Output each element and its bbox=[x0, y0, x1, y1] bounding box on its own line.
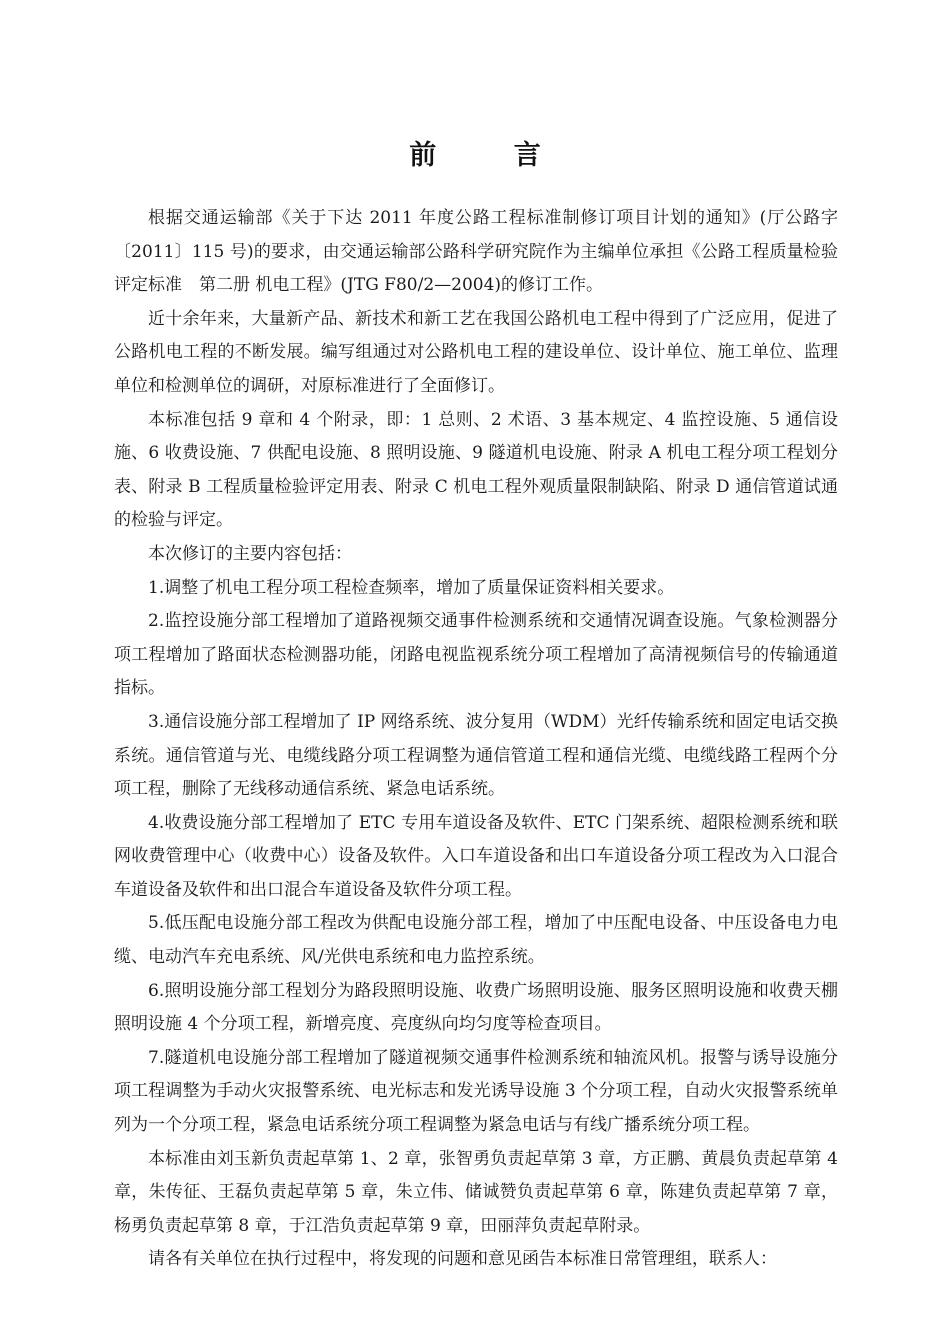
paragraph: 4.收费设施分部工程增加了 ETC 专用车道设备及软件、ETC 门架系统、超限检测系统和联网收费管理中心（收费中心）设备及软件。入口车道设备和出口车道设备分项工程改为入口混合车道设备及软件和出口混合车道设备及软件分项工程。 bbox=[114, 812, 838, 900]
paragraph: 3.通信设施分部工程增加了 IP 网络系统、波分复用（WDM）光纤传输系统和固定电话交换系统。通信管道与光、电缆线路分项工程调整为通信管道工程和通信光缆、电缆线路工程两个分项工程，删除了无线移动通信系统、紧急电话系统。 bbox=[114, 711, 838, 800]
paragraph: 本标准由刘玉新负责起草第 1、2 章，张智勇负责起草第 3 章，方正鹏、黄晨负责起草第 4 章，朱传征、王磊负责起草第 5 章，朱立伟、储诚赞负责起草第 6 章，陈建负责起草第 7 章，杨勇负责起草第 8 章，于江浩负责起草第 9 章，田丽萍负责起草附录。 bbox=[114, 1148, 838, 1236]
paragraph: 5.低压配电设施分部工程改为供配电设施分部工程，增加了中压配电设备、中压设备电力电缆、电动汽车充电系统、风/光供电系统和电力监控系统。 bbox=[114, 913, 838, 968]
paragraph: 7.隧道机电设施分部工程增加了隧道视频交通事件检测系统和轴流风机。报警与诱导设施分项工程调整为手动火灾报警系统、电光标志和发光诱导设施 3 个分项工程，自动火灾报警系统单列为一个分项工程，紧急电话系统分项工程调整为紧急电话与有线广播系统分项工程。 bbox=[114, 1047, 838, 1136]
preface-body bbox=[114, 202, 838, 1277]
page-title: 前 言 bbox=[409, 140, 575, 171]
paragraph: 本次修订的主要内容包括： bbox=[148, 543, 352, 564]
paragraph: 2.监控设施分部工程增加了道路视频交通事件检测系统和交通情况调查设施。气象检测器分项工程增加了路面状态检测器功能，闭路电视监视系统分项工程增加了高清视频信号的传输通道指标。 bbox=[114, 611, 838, 699]
paragraph: 请各有关单位在执行过程中，将发现的问题和意见函告本标准日常管理组，联系人： bbox=[148, 1249, 777, 1270]
paragraph: 本标准包括 9 章和 4 个附录，即：1 总则、2 术语、3 基本规定、4 监控设施、5 通信设施、6 收费设施、7 供配电设施、8 照明设施、9 隧道机电设施、附录 A 机电工程分项工程划分表、附录 B 工程质量检验评定用表、附录 C 机电工程外观质量限制缺陷、附录 D 通信管道试通的检验与评定。 bbox=[114, 409, 838, 531]
paragraph: 近十余年来，大量新产品、新技术和新工艺在我国公路机电工程中得到了广泛应用，促进了公路机电工程的不断发展。编写组通过对公路机电工程的建设单位、设计单位、施工单位、监理单位和检测单位的调研，对原标准进行了全面修订。 bbox=[114, 308, 838, 396]
paragraph: 1.调整了机电工程分项工程检查频率，增加了质量保证资料相关要求。 bbox=[148, 577, 675, 598]
paragraph: 根据交通运输部《关于下达 2011 年度公路工程标准制修订项目计划的通知》(厅公路字〔2011〕115 号)的要求，由交通运输部公路科学研究院作为主编单位承担《公路工程质量检验评定标准 第二册 机电工程》(JTG F80/2—2004)的修订工作。 bbox=[114, 208, 838, 296]
paragraph: 6.照明设施分部工程划分为路段照明设施、收费广场照明设施、服务区照明设施和收费天棚照明设施 4 个分项工程，新增亮度、亮度纵向均匀度等检查项目。 bbox=[114, 980, 838, 1035]
